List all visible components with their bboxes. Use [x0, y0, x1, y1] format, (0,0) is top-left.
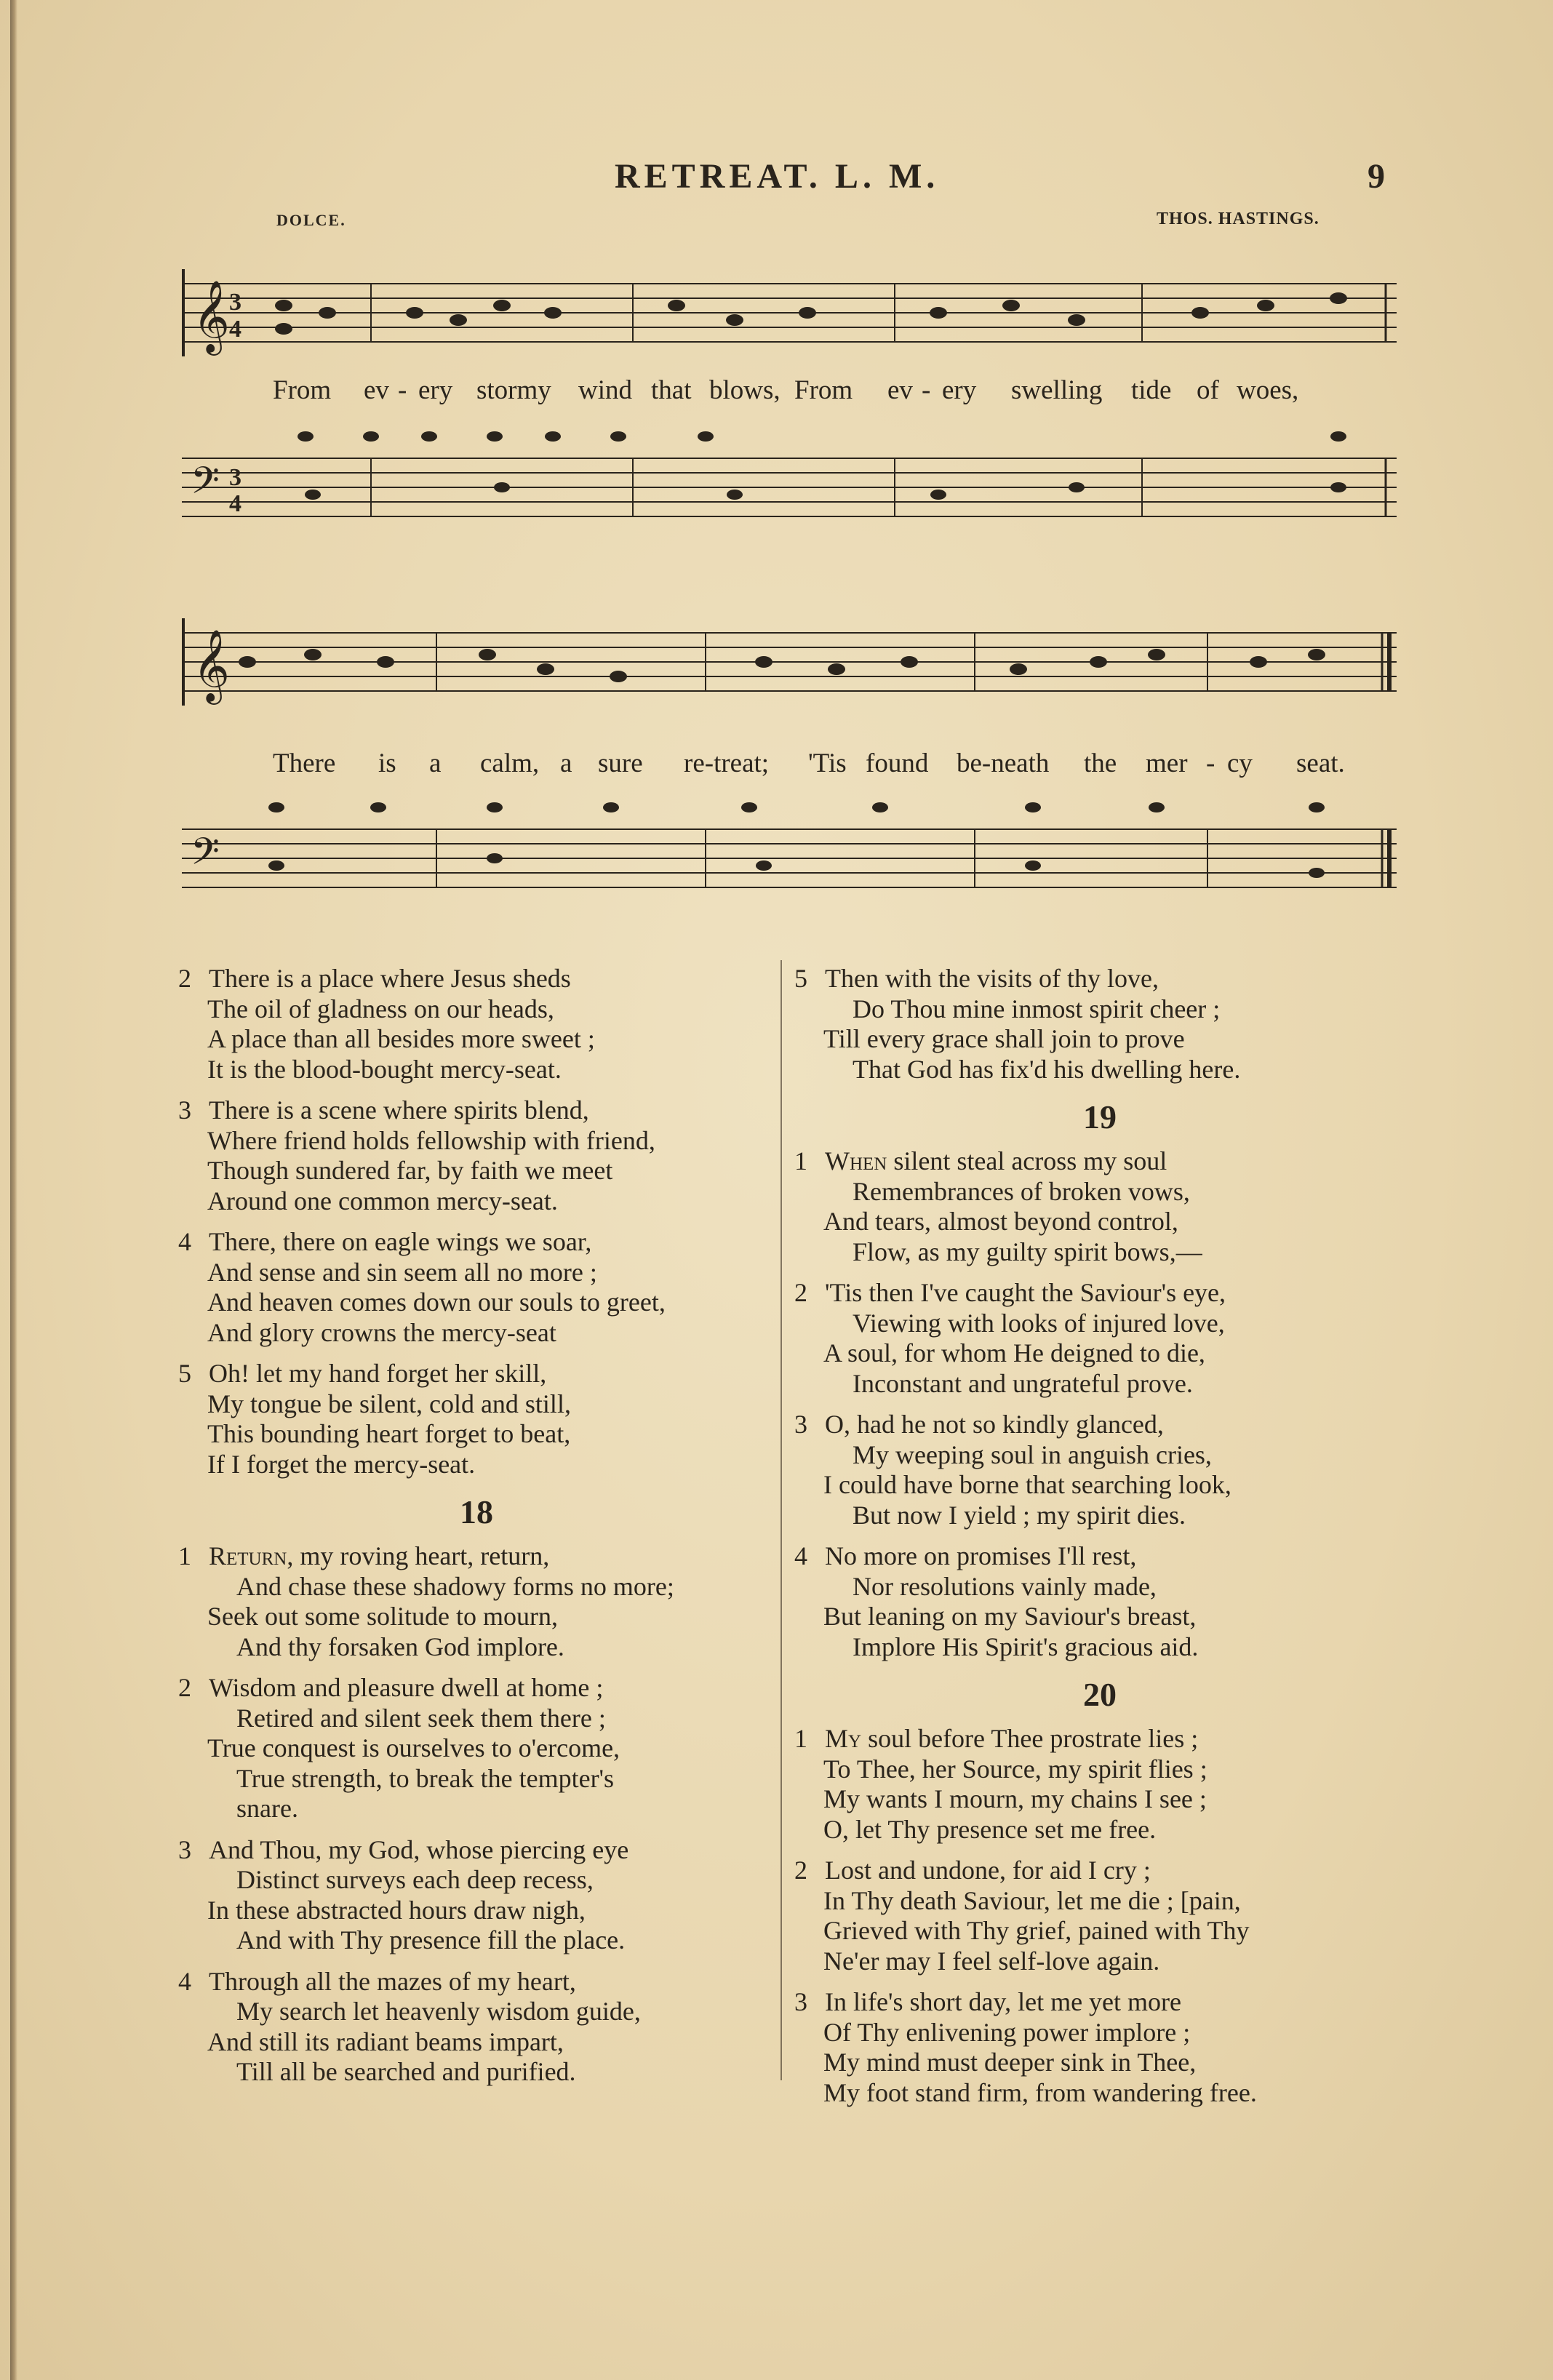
lyric-syllable: tide — [1131, 375, 1172, 405]
verse-line: silent steal across my soul — [887, 1146, 1167, 1175]
verse-number: 2 — [794, 1856, 807, 1885]
lyric-syllable: a — [560, 748, 572, 778]
lyric-syllable: From — [794, 375, 853, 405]
verse-number: 2 — [794, 1278, 807, 1307]
verse-line: A place than all besides more sweet ; — [207, 1024, 595, 1053]
lyric-syllable: be-neath — [957, 748, 1050, 778]
lyric-syllable: swelling — [1011, 375, 1103, 405]
hymn-number-18: 18 — [460, 1493, 493, 1530]
lyric-syllable: the — [1084, 748, 1117, 778]
verse-line: If I forget the mercy-seat. — [207, 1449, 476, 1479]
hymn17-verse-4 — [178, 1227, 775, 1348]
verse-line: And heaven comes down our souls to greet, — [207, 1287, 666, 1317]
verse-number: 5 — [794, 964, 807, 993]
lyric-syllable: There — [273, 748, 336, 778]
hymn18-verse-1 — [178, 1541, 775, 1662]
composer-credit: THOS. HASTINGS. — [1157, 209, 1320, 228]
tempo-marking: DOLCE. — [276, 211, 346, 229]
verse-line: The oil of gladness on our heads, — [207, 994, 554, 1023]
verse-line: There, there on eagle wings we soar, — [209, 1227, 592, 1256]
verse-number: 4 — [794, 1541, 807, 1570]
verse-line: My tongue be silent, cold and still, — [207, 1389, 571, 1418]
verse-line: Then with the visits of thy love, — [825, 964, 1159, 993]
verse-line: To Thee, her Source, my spirit flies ; — [823, 1754, 1207, 1784]
verse-line: Till all be searched and purified. — [236, 2057, 576, 2086]
verse-number: 3 — [178, 1095, 191, 1125]
lyric-syllable: ery — [942, 375, 977, 405]
lyric-syllable: of — [1197, 375, 1219, 405]
verse-line: My search let heavenly wisdom guide, — [236, 1997, 641, 2026]
verse-number: 2 — [178, 1673, 191, 1702]
verse-line: Oh! let my hand forget her skill, — [209, 1359, 547, 1388]
tune-title: RETREAT. L. M. — [615, 157, 940, 196]
verse-line: That God has fix'd his dwelling here. — [853, 1054, 1241, 1084]
verse-line: And thy forsaken God implore. — [236, 1632, 564, 1661]
verse-line: There is a scene where spirits blend, — [209, 1095, 589, 1125]
hymn17-verse-2 — [178, 964, 775, 1085]
verse-line: Through all the mazes of my heart, — [209, 1966, 576, 1996]
treble-staff-lines — [182, 604, 1397, 706]
lyric-syllable: cy — [1227, 748, 1253, 778]
verse-line: True strength, to break the tempter's — [236, 1763, 615, 1793]
hymn20-verse-3 — [794, 1987, 1405, 2108]
verse-line: O, had he not so kindly glanced, — [825, 1410, 1164, 1439]
verse-number: 3 — [178, 1834, 191, 1864]
verse-line: Do Thou mine inmost spirit cheer ; — [853, 994, 1221, 1023]
verse-line: Of Thy enlivening power implore ; — [823, 2017, 1191, 2047]
verse-line: But leaning on my Saviour's breast, — [823, 1602, 1197, 1631]
svg-text:𝄞: 𝄞 — [193, 629, 230, 702]
verse-line: Lost and undone, for aid I cry ; — [825, 1856, 1151, 1885]
hymn20-verse-2 — [794, 1856, 1405, 1976]
hymn17-verse-3 — [178, 1095, 775, 1216]
svg-text:4: 4 — [229, 490, 241, 517]
lyric-syllable: ev — [364, 375, 389, 405]
verse-number: 1 — [794, 1724, 807, 1753]
lyric-syllable: sure — [598, 748, 643, 778]
hymn-number-19: 19 — [1083, 1098, 1117, 1135]
lyric-syllable: mer — [1146, 748, 1188, 778]
verse-line: True conquest is ourselves to o'ercome, — [207, 1733, 620, 1762]
verse-line: Distinct surveys each deep recess, — [236, 1865, 594, 1894]
verse-first-word: Return, — [209, 1541, 294, 1570]
lyric-syllable: found — [866, 748, 929, 778]
svg-text:4: 4 — [229, 316, 241, 343]
verse-line: My wants I mourn, my chains I see ; — [823, 1784, 1207, 1813]
verse-line: But now I yield ; my spirit dies. — [853, 1500, 1186, 1530]
lyric-syllable: - — [398, 375, 407, 405]
verse-line: In Thy death Saviour, let me die ; [pain, — [823, 1885, 1241, 1915]
verse-line: It is the blood-bought mercy-seat. — [207, 1054, 562, 1084]
column-divider — [781, 960, 782, 2080]
verse-line: Viewing with looks of injured love, — [853, 1308, 1225, 1338]
lyric-syllable: From — [273, 375, 332, 405]
bass-staff-lines — [182, 793, 1397, 902]
lyric-syllable: - — [922, 375, 931, 405]
hymn18-verse-4 — [178, 1967, 775, 2088]
verse-line: In these abstracted hours draw nigh, — [207, 1895, 586, 1925]
treble-staff-1 — [182, 262, 1397, 356]
verse-number: 4 — [178, 1227, 191, 1256]
hymn18-verse-3 — [178, 1835, 775, 1956]
hymn18-verse-2 — [178, 1673, 775, 1824]
verse-line: Remembrances of broken vows, — [853, 1176, 1190, 1206]
verse-line: And chase these shadowy forms no more; — [236, 1571, 674, 1601]
verse-number: 2 — [178, 964, 191, 993]
right-column — [794, 964, 1405, 2119]
verse-line: My weeping soul in anguish cries, — [853, 1439, 1212, 1469]
svg-text:𝄢: 𝄢 — [191, 458, 220, 511]
verse-line: Around one common mercy-seat. — [207, 1186, 558, 1215]
bass-staff-lines — [182, 415, 1397, 538]
lyric-syllable: re-treat; — [684, 748, 770, 778]
verse-line: In life's short day, let me yet more — [825, 1987, 1182, 2016]
verse-line: And still its radiant beams impart, — [207, 2026, 564, 2056]
verse-line: Seek out some solitude to mourn, — [207, 1602, 558, 1631]
lyric-syllable: that — [651, 375, 692, 405]
verse-line: Grieved with Thy grief, pained with Thy — [823, 1916, 1250, 1945]
hymn19-verse-3 — [794, 1410, 1405, 1530]
verse-line: soul before Thee prostrate lies ; — [861, 1724, 1199, 1753]
hymn20-verse-1 — [794, 1724, 1405, 1845]
hymn-number-20: 20 — [1083, 1676, 1117, 1713]
verse-line: O, let Thy presence set me free. — [823, 1814, 1157, 1844]
verse-line: There is a place where Jesus sheds — [209, 964, 571, 993]
page-spine-shadow — [10, 0, 17, 2380]
verse-line: Till every grace shall join to prove — [823, 1024, 1185, 1053]
lyric-syllable: calm, — [480, 748, 540, 778]
verse-first-word: When — [825, 1146, 887, 1175]
verse-number: 1 — [794, 1146, 807, 1175]
bass-staff-1 — [182, 415, 1397, 538]
lyric-syllable: is — [378, 748, 396, 778]
lyric-syllable: seat. — [1296, 748, 1345, 778]
verse-line: 'Tis then I've caught the Saviour's eye, — [825, 1278, 1226, 1307]
lyric-syllable: blows, — [709, 375, 781, 405]
hymn19-verse-4 — [794, 1541, 1405, 1662]
verse-line: Ne'er may I feel self-love again. — [823, 1946, 1160, 1976]
treble-staff-2 — [182, 604, 1397, 706]
svg-text:3: 3 — [229, 289, 241, 316]
svg-text:𝄞: 𝄞 — [193, 280, 230, 353]
lyric-syllable: - — [1206, 748, 1215, 778]
verse-line: Wisdom and pleasure dwell at home ; — [209, 1673, 604, 1702]
lyric-syllable: wind — [578, 375, 632, 405]
svg-text:𝄢: 𝄢 — [191, 829, 220, 882]
verse-number: 1 — [178, 1541, 191, 1570]
verse-first-word: My — [825, 1724, 862, 1753]
hymn19-verse-1 — [794, 1146, 1405, 1267]
lyric-syllable: a — [429, 748, 442, 778]
verse-line: Where friend holds fellowship with friend, — [207, 1125, 655, 1155]
lyric-syllable: 'Tis — [808, 748, 847, 778]
verse-line: my roving heart, return, — [293, 1541, 550, 1570]
verse-line: Though sundered far, by faith we meet — [207, 1156, 613, 1185]
bass-staff-2 — [182, 793, 1397, 902]
verse-line: Retired and silent seek them there ; — [236, 1703, 606, 1733]
verse-line: And with Thy presence fill the place. — [236, 1925, 626, 1954]
verse-line: My mind must deeper sink in Thee, — [823, 2048, 1197, 2077]
verse-line: Flow, as my guilty spirit bows,— — [853, 1237, 1202, 1266]
left-column — [178, 964, 775, 2099]
page-header — [0, 156, 1553, 207]
verse-number: 3 — [794, 1410, 807, 1439]
verse-line: No more on promises I'll rest, — [825, 1541, 1137, 1570]
verse-line: My foot stand firm, from wandering free. — [823, 2077, 1257, 2107]
verse-line: Inconstant and ungrateful prove. — [853, 1368, 1193, 1398]
verse-line: And Thou, my God, whose piercing eye — [209, 1834, 629, 1864]
lyric-syllable: stormy — [476, 375, 551, 405]
page-number: 9 — [1368, 157, 1385, 196]
svg-text:3: 3 — [229, 464, 241, 491]
verse-line: I could have borne that searching look, — [823, 1470, 1231, 1499]
verse-line: And tears, almost beyond control, — [823, 1207, 1178, 1236]
lyric-syllable: woes, — [1237, 375, 1299, 405]
verse-line: snare. — [236, 1794, 298, 1823]
treble-staff-lines — [182, 262, 1397, 356]
hymn17-verse-5 — [178, 1359, 775, 1479]
hymn19-verse-2 — [794, 1278, 1405, 1399]
hymn18-verse-5 — [794, 964, 1405, 1085]
verse-line: And sense and sin seem all no more ; — [207, 1257, 597, 1287]
verse-line: This bounding heart forget to beat, — [207, 1419, 571, 1448]
verse-line: Implore His Spirit's gracious aid. — [853, 1632, 1199, 1661]
verse-number: 4 — [178, 1966, 191, 1996]
verse-number: 5 — [178, 1359, 191, 1388]
verse-line: And glory crowns the mercy-seat — [207, 1317, 556, 1347]
verse-line: A soul, for whom He deigned to die, — [823, 1338, 1205, 1367]
verse-line: Nor resolutions vainly made, — [853, 1571, 1157, 1601]
lyric-syllable: ev — [887, 375, 913, 405]
lyric-syllable: ery — [418, 375, 453, 405]
verse-number: 3 — [794, 1987, 807, 2016]
